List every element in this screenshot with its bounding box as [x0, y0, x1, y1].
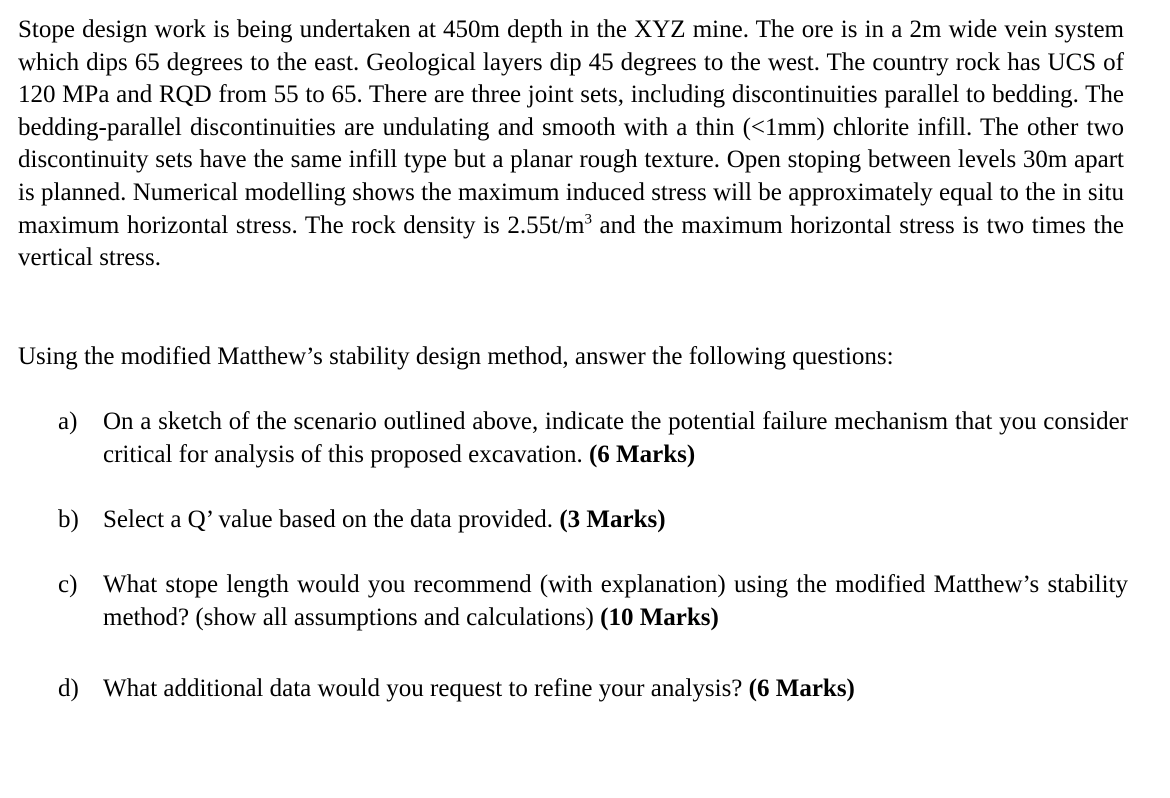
question-d [58, 673, 1128, 706]
question-letter: c) [58, 571, 78, 598]
question-body [103, 504, 1128, 537]
problem-statement-text: Stope design work is being undertaken at 450m depth in the XYZ mine. The ore is in a 2m wide vein system which dips 65 degrees to the east. Geological layers dip 45 degrees to the west. The country rock has UCS of 120 MPa and RQD from 55 to 65. There are three joint sets, including discontinuities parallel to bedding. The bedding-parallel discontinuities are undulating and smooth with a thin (<1mm) chlorite infill. The other two discontinuity sets have the same infill type but a planar rough texture. Open stoping between levels 30m apart is planned. Numerical modelling shows the maximum induced stress will be approximately equal to the in situ maximum horizontal stress. The rock density is 2.55t/m [18, 16, 1124, 239]
question-letter: b) [58, 506, 79, 533]
question-marks: (10 Marks) [600, 603, 719, 631]
question-body [103, 673, 1128, 706]
question-text: What additional data would you request to refine your analysis? [103, 675, 749, 702]
question-letter: a) [58, 408, 78, 435]
question-marks: (6 Marks) [588, 440, 696, 468]
question-body [103, 406, 1128, 471]
question-a [58, 406, 1128, 471]
question-letter: d) [58, 675, 79, 702]
question-marks: (3 Marks) [559, 506, 666, 533]
problem-statement-text-end: and the maximum horizontal stress is two times the vertical stress. [18, 211, 1124, 272]
question-c [58, 569, 1128, 634]
cubic-superscript: 3 [584, 211, 592, 228]
question-text: What stope length would you recommend (with explanation) using the modified Matthew’s stability method? (show all assumptions and calculations) [103, 571, 1128, 631]
question-text: On a sketch of the scenario outlined above, indicate the potential failure mechanism that you consider critical for analysis of this proposed excavation. [103, 408, 1128, 468]
question-body [103, 569, 1128, 634]
question-text: Select a Q’ value based on the data provided. [103, 506, 560, 533]
instruction-text: Using the modified Matthew’s stability design method, answer the following questions: [18, 343, 894, 370]
question-marks: (6 Marks) [748, 675, 855, 702]
question-b [58, 504, 1128, 537]
problem-statement [18, 14, 1124, 275]
